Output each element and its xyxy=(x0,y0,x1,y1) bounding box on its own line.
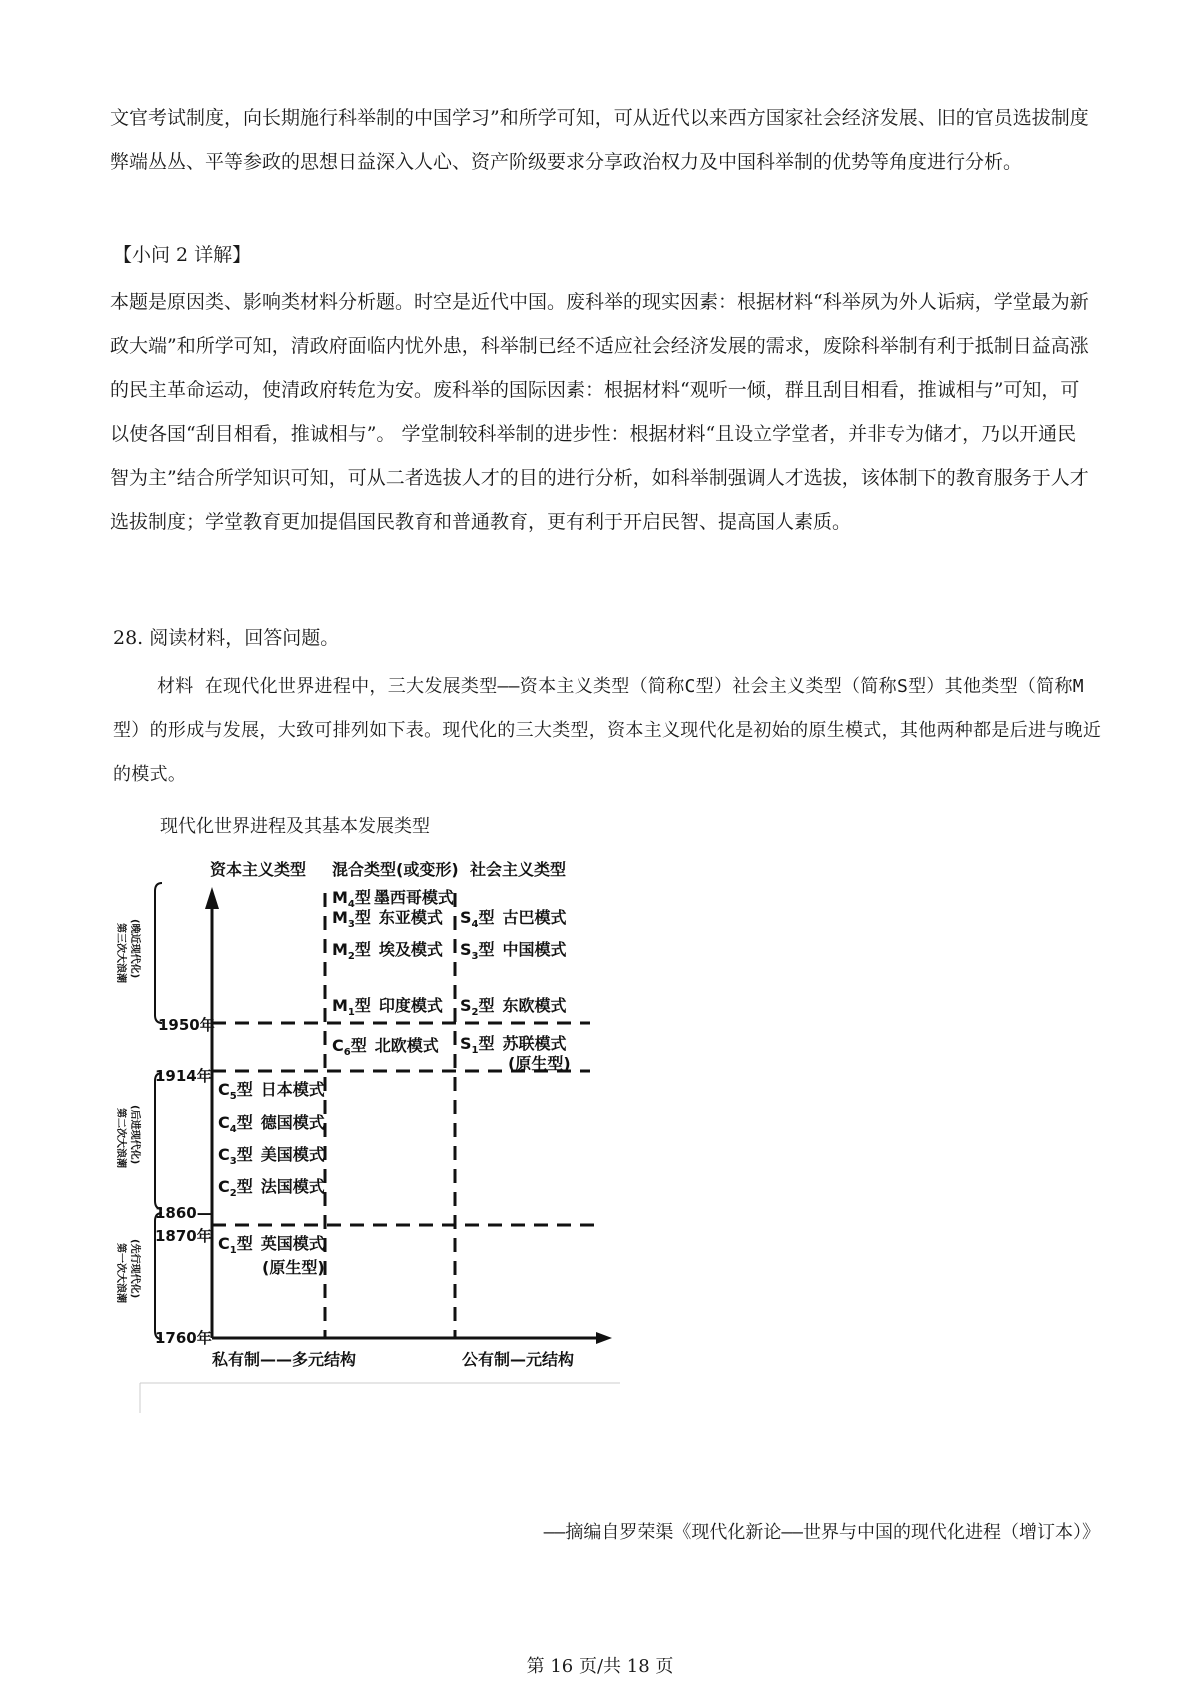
modernization-diagram xyxy=(100,855,680,1515)
wave-2-sub: (后进现代化) xyxy=(129,1105,140,1165)
c-type-1-note: (原生型) xyxy=(262,1258,325,1277)
year-label-1760: 1760年 xyxy=(155,1329,212,1347)
section-heading-sub-question-2: 【小问 2 详解】 xyxy=(113,244,252,266)
s-type-3: $S_3$型 中国模式 xyxy=(460,940,567,962)
c-type-5: $C_5$型 日本模式 xyxy=(218,1080,325,1102)
answer-paragraph-1: 文官考试制度，向长期施行科举制的中国学习”和所学可知，可从近代以来西方国家社会经济发展、旧的官员选拔制度弊端丛丛、平等参政的思想日益深入人心、资产阶级要求分享政治权力及中国科举制的优势等角度进行分析。 xyxy=(110,107,1089,173)
material-text: 材料 在现代化世界进程中，三大发展类型——资本主义类型（简称C型）社会主义类型（简称S型）其他类型（简称M型）的形成与发展，大致可排列如下表。现代化的三大类型，资本主义现代化是初始的原生模式，其他两种都是后进与晚近的模式。 xyxy=(113,676,1102,785)
wave-2-label: 第二次大浪潮 xyxy=(115,1108,126,1168)
answer-paragraph-2: 本题是原因类、影响类材料分析题。时空是近代中国。废科举的现实因素：根据材料“科举夙为外人诟病，学堂最为新政大端”和所学可知，清政府面临内忧外患，科举制已经不适应社会经济发展的需求，废除科举制有利于抵制日益高涨的民主革命运动，使清政府转危为安。废科举的国际因素：根据材料“观听一倾，群且刮目相看，推诚相与”可知，可以使各国“刮目相看，推诚相与”。 学堂制较科举制的进步性：根据材料“且设立学堂者，并非专为储才，乃以开通民智为主”结合所学知识可知，可从二者选拔人才的目的进行分析，如科举制强调人才选拔，该体制下的教育服务于人才选拔制度；学堂教育更加提倡国民教育和普通教育，更有利于开启民智、提高国人素质。 xyxy=(110,291,1089,533)
year-label-1950: 1950年 xyxy=(158,1016,215,1034)
wave-3-sub: (晚近现代化) xyxy=(129,919,140,979)
column-header-socialist: 社会主义类型 xyxy=(470,860,567,879)
year-label-1860: 1860— xyxy=(155,1204,212,1222)
x-axis-label-public: 公有制—元结构 xyxy=(462,1350,575,1369)
x-axis-arrow xyxy=(596,1332,612,1344)
year-label-1870: 1870年 xyxy=(155,1227,212,1245)
m-type-list xyxy=(332,888,454,1058)
y-axis-arrow xyxy=(205,887,219,909)
c-type-1: $C_1$型 英国模式 xyxy=(218,1234,325,1256)
wave-1-sub: (先行现代化) xyxy=(129,1239,140,1299)
s-type-1-note: (原生型) xyxy=(508,1054,571,1073)
m-type-1: $M_1$型 印度模式 xyxy=(332,996,443,1018)
material-source: ——摘编自罗荣渠《现代化新论——世界与中国的现代化进程（增订本）》 xyxy=(543,1522,1100,1543)
brace-second-wave xyxy=(155,1073,162,1209)
wave-3-label: 第三次大浪潮 xyxy=(115,923,126,983)
c-type-2: $C_2$型 法国模式 xyxy=(218,1177,325,1199)
s-type-list xyxy=(460,908,571,1073)
x-axis-label-private: 私有制——多元结构 xyxy=(212,1350,357,1369)
question-28-prompt: 28. 阅读材料，回答问题。 xyxy=(113,627,340,649)
m-type-4: $M_4$型 墨西哥模式 xyxy=(332,888,454,910)
c-type-3: $C_3$型 美国模式 xyxy=(218,1145,325,1167)
m-type-2: $M_2$型 埃及模式 xyxy=(332,940,443,962)
c-type-4: $C_4$型 德国模式 xyxy=(218,1113,325,1135)
s-type-1: $S_1$型 苏联模式 xyxy=(460,1034,567,1056)
brace-third-wave xyxy=(155,883,162,1023)
year-label-1914: 1914年 xyxy=(155,1067,212,1085)
c-type-6: $C_6$型 北欧模式 xyxy=(332,1036,439,1058)
page-footer: 第 16 页/共 18 页 xyxy=(526,1656,674,1677)
column-header-mixed: 混合类型(或变形) xyxy=(332,860,459,879)
wave-1-label: 第一次大浪潮 xyxy=(115,1243,126,1303)
s-type-2: $S_2$型 东欧模式 xyxy=(460,996,567,1018)
diagram-title: 现代化世界进程及其基本发展类型 xyxy=(160,816,430,837)
column-header-capitalist: 资本主义类型 xyxy=(210,860,307,879)
s-type-4: $S_4$型 古巴模式 xyxy=(460,908,567,930)
m-type-3: $M_3$型 东亚模式 xyxy=(332,908,443,930)
c-type-list xyxy=(218,1080,325,1277)
